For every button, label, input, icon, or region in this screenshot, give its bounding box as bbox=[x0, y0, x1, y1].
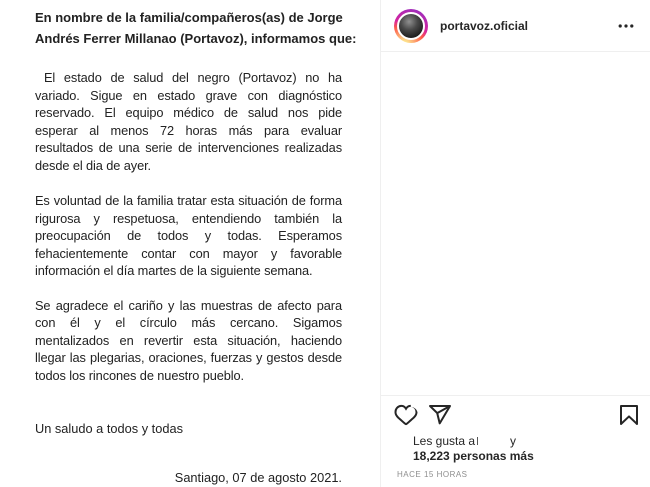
redacted-liker-name bbox=[477, 437, 510, 445]
letter-line: todos los rincones de nuestro pueblo. bbox=[35, 367, 245, 383]
username-link[interactable]: portavoz.oficial bbox=[440, 18, 529, 33]
letter-line: resultados de una serie de intervenciones realizadas bbox=[35, 140, 342, 155]
letter-paragraph bbox=[35, 192, 342, 280]
letter-line: información el día martes de la siguiente semana. bbox=[35, 263, 313, 278]
letter-line: reservado. El equipo médico de salud nos pide bbox=[35, 105, 342, 120]
avatar[interactable] bbox=[394, 9, 428, 43]
action-bar bbox=[381, 403, 650, 427]
post-header bbox=[381, 0, 650, 52]
letter-line: preocupación de todos y todas. Esperamos bbox=[35, 228, 342, 243]
likes-summary bbox=[413, 434, 650, 463]
post-timestamp: HACE 15 HORAS bbox=[397, 470, 468, 479]
letter-salute: Un saludo a todos y todas bbox=[35, 421, 183, 436]
letter-line: esperar al menos 72 horas más para evaluar bbox=[35, 122, 342, 138]
letter-header-line: Andrés Ferrer Millanao (Portavoz), informamos que: bbox=[35, 30, 357, 46]
likes-conjunction: y bbox=[510, 434, 517, 448]
letter-line: variado. Sigue en estado grave con diagnóstico bbox=[35, 87, 342, 103]
post-info-panel bbox=[381, 0, 650, 487]
bookmark-icon bbox=[617, 403, 641, 427]
letter-line: desde el dia de ayer. bbox=[35, 157, 152, 173]
letter-line: llegar las plegarias, oraciones, fuerzas y gestos desde bbox=[35, 350, 342, 365]
heart-icon bbox=[394, 403, 418, 427]
letter-line: rigurosa y respetuosa, entendiendo también la bbox=[35, 210, 342, 226]
likes-count-link[interactable]: 18,223 personas más bbox=[413, 448, 534, 463]
letter-line: Se agradece el cariño y las muestras de afecto para bbox=[35, 297, 342, 313]
comments-area bbox=[381, 52, 650, 395]
more-options-button[interactable] bbox=[614, 14, 638, 38]
letter-header-line: En nombre de la familia/compañeros(as) de Jorge bbox=[35, 10, 343, 25]
more-options-icon bbox=[618, 24, 634, 28]
letter-line: fehacientemente contar con mayor y favorable bbox=[35, 245, 342, 261]
save-button[interactable] bbox=[617, 403, 641, 427]
letter-line: mentalizados en revertir esta situación, haciendo bbox=[35, 332, 342, 348]
letter-line: con él y el círculo más cercano. Sigamos bbox=[35, 315, 342, 330]
letter-line: El estado de salud del negro (Portavoz) no ha bbox=[44, 70, 342, 85]
share-button[interactable] bbox=[428, 403, 452, 427]
likes-prefix: Les gusta a bbox=[413, 434, 476, 448]
letter-paragraph bbox=[35, 297, 342, 385]
letter-line: Es voluntad de la familia tratar esta situación de forma bbox=[35, 193, 342, 208]
post-footer bbox=[381, 395, 650, 487]
letter-paragraph bbox=[35, 69, 342, 174]
like-button[interactable] bbox=[394, 403, 418, 427]
paper-plane-icon bbox=[428, 403, 452, 427]
letter-signature: Santiago, 07 de agosto 2021. bbox=[174, 469, 342, 485]
avatar-photo bbox=[397, 12, 425, 40]
